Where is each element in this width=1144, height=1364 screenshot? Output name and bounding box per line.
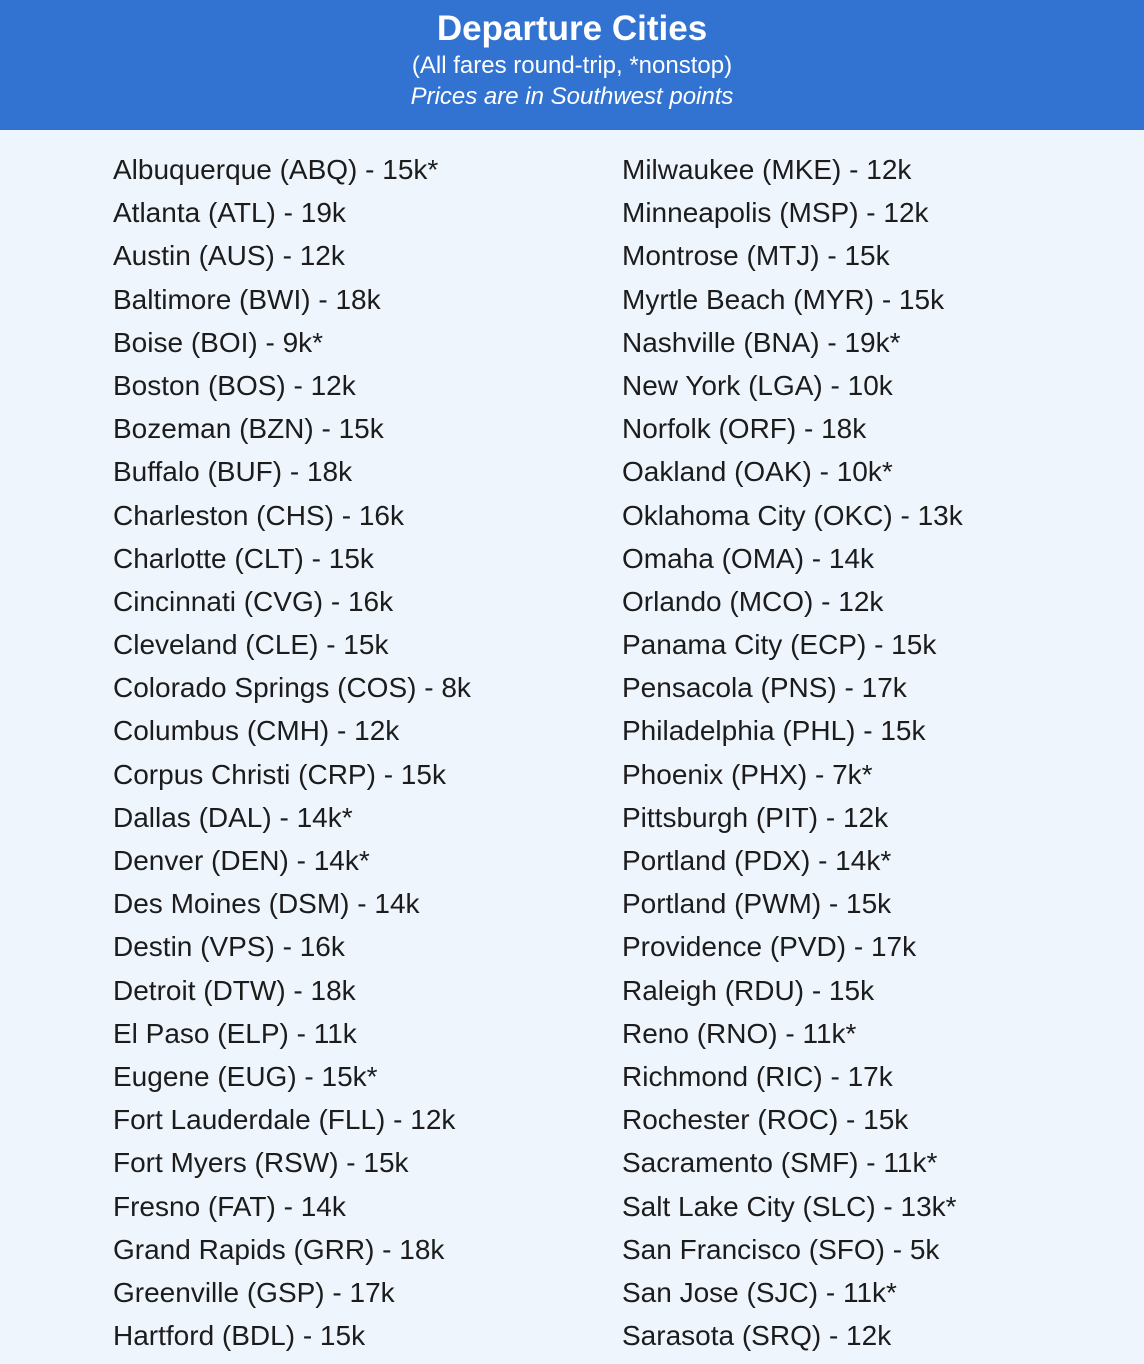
city-fare-item: Denver (DEN) - 14k* — [113, 845, 370, 876]
header-banner — [0, 0, 1144, 130]
city-fare-item: Panama City (ECP) - 15k — [622, 629, 937, 661]
city-fare-item: Pittsburgh (PIT) - 12k — [622, 801, 889, 833]
city-fare-item: Minneapolis (MSP) - 12k — [622, 197, 929, 229]
city-fare-item: Columbus (CMH) - 12k — [113, 715, 400, 747]
city-fare-item: Portland (PDX) - 14k* — [622, 845, 892, 876]
city-fare-item: Sacramento (SMF) - 11k* — [622, 1147, 938, 1179]
city-fare-item: Colorado Springs (COS) - 8k — [113, 672, 471, 704]
city-list-left — [113, 148, 471, 1357]
city-fare-item: Orlando (MCO) - 12k — [622, 585, 884, 617]
city-fare-item: Boise (BOI) - 9k* — [113, 326, 324, 358]
city-fare-item: Sarasota (SRQ) - 12k — [622, 1320, 892, 1352]
city-fare-item: Providence (PVD) - 17k — [622, 931, 917, 963]
city-fare-item: San Jose (SJC) - 11k* — [622, 1276, 897, 1308]
city-fare-item: Charlotte (CLT) - 15k — [113, 542, 374, 574]
city-fare-item: Cleveland (CLE) - 15k — [113, 629, 389, 661]
city-fare-item: Des Moines (DSM) - 14k — [113, 888, 420, 920]
city-fare-item: Fort Lauderdale (FLL) - 12k — [113, 1104, 456, 1136]
city-fare-item: Pensacola (PNS) - 17k — [622, 672, 907, 704]
city-fare-item: New York (LGA) - 10k — [622, 369, 893, 401]
city-fare-item: Fresno (FAT) - 14k — [113, 1190, 346, 1222]
city-fare-item: San Francisco (SFO) - 5k — [622, 1233, 940, 1265]
city-fare-item: Boston (BOS) - 12k — [113, 369, 356, 401]
city-fare-item: Hartford (BDL) - 15k — [113, 1320, 366, 1352]
city-fare-item: Phoenix (PHX) - 7k* — [622, 758, 873, 790]
city-fare-item: Omaha (OMA) - 14k — [622, 542, 875, 574]
city-fare-item: El Paso (ELP) - 11k — [113, 1017, 357, 1049]
city-fare-item: Eugene (EUG) - 15k* — [113, 1060, 378, 1092]
city-fare-item: Philadelphia (PHL) - 15k — [622, 715, 926, 747]
city-fare-item: Grand Rapids (GRR) - 18k — [113, 1233, 445, 1265]
city-list-right — [622, 148, 963, 1357]
city-fare-item: Rochester (ROC) - 15k — [622, 1104, 909, 1136]
city-fare-item: Raleigh (RDU) - 15k — [622, 974, 875, 1006]
city-fare-item: Austin (AUS) - 12k — [113, 240, 345, 272]
city-fare-item: Montrose (MTJ) - 15k — [622, 240, 890, 272]
city-fare-item: Reno (RNO) - 11k* — [622, 1017, 857, 1049]
city-fare-item: Portland (PWM) - 15k — [622, 888, 892, 920]
city-fare-item: Salt Lake City (SLC) - 13k* — [622, 1190, 957, 1222]
city-fare-item: Corpus Christi (CRP) - 15k — [113, 758, 446, 790]
city-fare-item: Myrtle Beach (MYR) - 15k — [622, 283, 945, 315]
points-note: Prices are in Southwest points — [410, 83, 734, 110]
page-title: Departure Cities — [436, 9, 708, 48]
city-fare-item: Oklahoma City (OKC) - 13k — [622, 499, 963, 531]
city-fare-item: Fort Myers (RSW) - 15k — [113, 1147, 409, 1179]
city-fare-item: Detroit (DTW) - 18k — [113, 974, 356, 1006]
city-fare-item: Nashville (BNA) - 19k* — [622, 326, 901, 358]
city-fare-item: Richmond (RIC) - 17k — [622, 1060, 893, 1092]
city-fare-item: Baltimore (BWI) - 18k — [113, 283, 381, 315]
page-subtitle: (All fares round-trip, *nonstop) — [411, 52, 733, 79]
city-fare-item: Norfolk (ORF) - 18k — [622, 413, 867, 445]
city-fare-item: Milwaukee (MKE) - 12k — [622, 154, 912, 185]
city-fare-item: Atlanta (ATL) - 19k — [113, 197, 346, 229]
city-fare-item: Charleston (CHS) - 16k — [113, 499, 404, 531]
city-fare-item: Greenville (GSP) - 17k — [113, 1276, 395, 1308]
city-fare-item: Oakland (OAK) - 10k* — [622, 456, 893, 488]
city-fare-item: Albuquerque (ABQ) - 15k* — [113, 154, 439, 185]
city-fare-item: Destin (VPS) - 16k — [113, 931, 345, 963]
city-fare-item: Buffalo (BUF) - 18k — [113, 456, 353, 488]
city-fare-item: Dallas (DAL) - 14k* — [113, 801, 353, 833]
city-fare-item: Bozeman (BZN) - 15k — [113, 413, 384, 445]
city-fare-item: Cincinnati (CVG) - 16k — [113, 585, 394, 617]
